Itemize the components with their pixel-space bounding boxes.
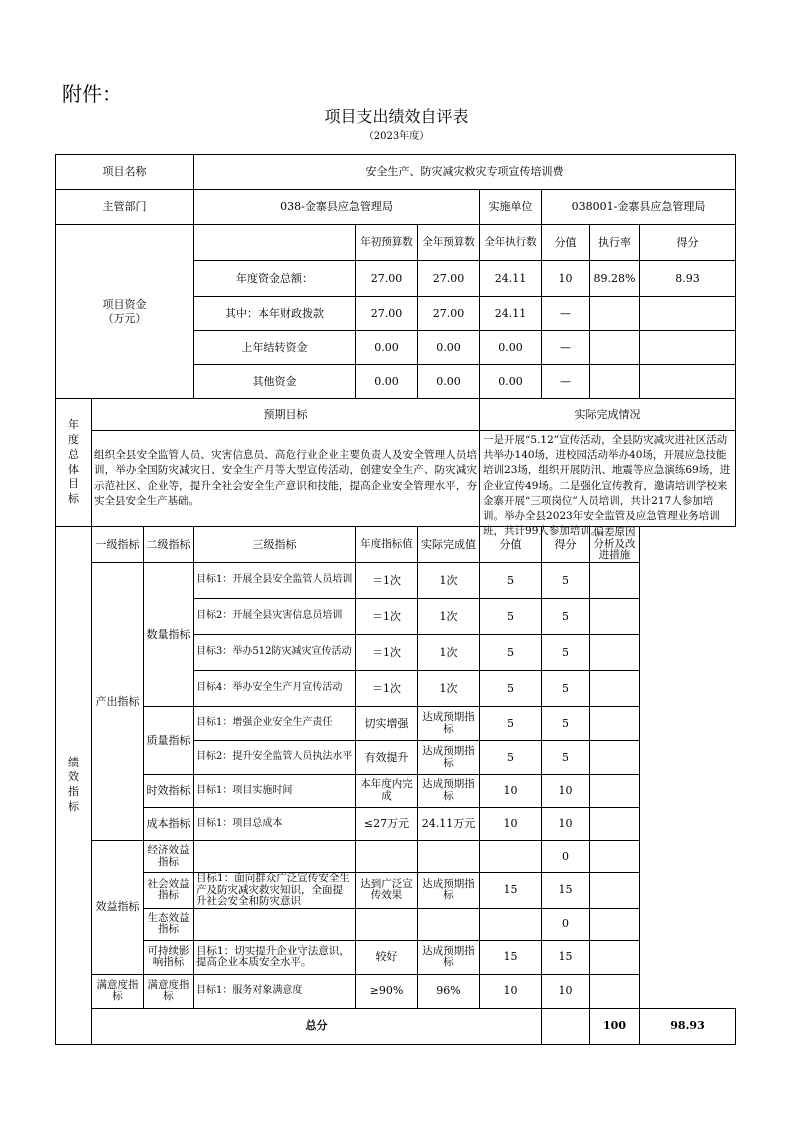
indicator-name: 目标1：切实提升企业守法意识，提高企业本质安全水平。: [194, 940, 356, 974]
funds-row-name: 上年结转资金: [194, 331, 356, 365]
funds-cell: 0.00: [480, 331, 542, 365]
perf-header: 年度指标值: [356, 527, 418, 563]
indicator-got: 15: [542, 873, 590, 909]
perf-label: 绩效指标: [56, 527, 92, 1045]
economic-label: 经济效益指标: [144, 841, 194, 873]
funds-cell: 27.00: [418, 261, 480, 297]
dept-label: 主管部门: [56, 190, 194, 225]
funds-header: 全年执行数: [480, 225, 542, 261]
indicator-actual: 达成预期指标: [418, 741, 480, 775]
indicator-name: 目标3：举办512防灾减灾宣传活动: [194, 635, 356, 671]
indicator-name: 目标1：项目实施时间: [194, 775, 356, 808]
indicator-notes: [590, 635, 640, 671]
indicator-got: 10: [542, 775, 590, 808]
indicator-notes: [590, 974, 640, 1008]
indicator-got: 15: [542, 940, 590, 974]
indicator-got: 5: [542, 635, 590, 671]
indicator-name: 目标1：项目总成本: [194, 808, 356, 841]
funds-header: 执行率: [590, 225, 640, 261]
indicator-name: [194, 908, 356, 940]
indicator-actual: 1次: [418, 599, 480, 635]
indicator-actual: 1次: [418, 671, 480, 707]
indicator-name: 目标1：面向群众广泛宣传安全生产及防灾减灾救灾知识，全面提升社会安全和防灾意识: [194, 873, 356, 909]
indicator-got: 5: [542, 741, 590, 775]
social-label: 社会效益指标: [144, 873, 194, 909]
funds-cell: —: [542, 331, 590, 365]
indicator-notes: [590, 671, 640, 707]
indicator-notes: [590, 940, 640, 974]
funds-cell: 89.28%: [590, 261, 640, 297]
indicator-actual: 达成预期指标: [418, 940, 480, 974]
indicator-actual: [418, 841, 480, 873]
funds-header: 分值: [542, 225, 590, 261]
indicator-score: 10: [480, 808, 542, 841]
indicator-target: ≤27万元: [356, 808, 418, 841]
indicator-score: 5: [480, 563, 542, 599]
indicator-name: [194, 841, 356, 873]
perf-header: 实际完成值: [418, 527, 480, 563]
indicator-notes: [590, 808, 640, 841]
benefit-label: 效益指标: [92, 841, 144, 975]
indicator-name: 目标2：提升安全监管人员执法水平: [194, 741, 356, 775]
indicator-notes: [590, 775, 640, 808]
indicator-score: 15: [480, 940, 542, 974]
indicator-score: 10: [480, 775, 542, 808]
indicator-score: 5: [480, 671, 542, 707]
indicator-got: 0: [542, 841, 590, 873]
indicator-got: 0: [542, 908, 590, 940]
funds-cell: 0.00: [480, 365, 542, 399]
perf-header: 一级指标: [92, 527, 144, 563]
indicator-name: 目标2：开展全县灾害信息员培训: [194, 599, 356, 635]
funds-cell: 0.00: [418, 331, 480, 365]
impl-label: 实施单位: [480, 190, 542, 225]
indicator-got: 5: [542, 707, 590, 741]
indicator-got: 10: [542, 808, 590, 841]
project-name-label: 项目名称: [56, 155, 194, 190]
funds-row-name: 年度资金总额：: [194, 261, 356, 297]
quality-label: 质量指标: [144, 707, 194, 775]
actual-goal-cell: [480, 431, 736, 538]
funds-label: 项目资金 （万元）: [56, 225, 194, 399]
indicator-actual: 达成预期指标: [418, 775, 480, 808]
funds-cell: —: [542, 297, 590, 331]
funds-cell: —: [542, 365, 590, 399]
indicator-score: 5: [480, 635, 542, 671]
funds-cell: 0.00: [356, 331, 418, 365]
satisfaction-label: 满意度指标: [92, 974, 144, 1008]
indicator-score: 15: [480, 873, 542, 909]
funds-empty-cell: [194, 225, 356, 261]
indicator-target: 有效提升: [356, 741, 418, 775]
indicator-target: 达到广泛宣传效果: [356, 873, 418, 909]
indicator-target: ＝1次: [356, 635, 418, 671]
funds-header: 年初预算数: [356, 225, 418, 261]
total-got: 98.93: [640, 1008, 736, 1044]
indicator-target: 切实增强: [356, 707, 418, 741]
satisfaction-sub-label: 满意度指标: [144, 974, 194, 1008]
attachment-label: 附件：: [62, 82, 122, 106]
sustainable-label: 可持续影响指标: [144, 940, 194, 974]
indicator-name: 目标4：举办安全生产月宣传活动: [194, 671, 356, 707]
goals-label: 年度总体目标: [56, 399, 92, 527]
cost-label: 成本指标: [144, 808, 194, 841]
funds-cell: 10: [542, 261, 590, 297]
impl-value: 038001-金寨县应急管理局: [542, 190, 736, 225]
indicator-name: 目标1：开展全县安全监管人员培训: [194, 563, 356, 599]
perf-header: 得分: [542, 527, 590, 563]
indicator-got: 5: [542, 563, 590, 599]
indicator-actual: 达成预期指标: [418, 873, 480, 909]
project-name: 安全生产、防灾减灾救灾专项宣传培训费: [194, 155, 736, 190]
indicator-actual: 1次: [418, 563, 480, 599]
evaluation-table: [55, 154, 736, 1045]
funds-header: 全年预算数: [418, 225, 480, 261]
indicator-target: 较好: [356, 940, 418, 974]
funds-cell: [640, 365, 736, 399]
total-empty-cell: [542, 1008, 590, 1044]
indicator-notes: [590, 563, 640, 599]
funds-cell: 24.11: [480, 297, 542, 331]
output-label: 产出指标: [92, 563, 144, 841]
funds-cell: [590, 365, 640, 399]
funds-cell: 0.00: [418, 365, 480, 399]
indicator-got: 10: [542, 974, 590, 1008]
funds-cell: [590, 297, 640, 331]
indicator-target: ＝1次: [356, 671, 418, 707]
page-title: 项目支出绩效自评表: [324, 107, 469, 126]
funds-cell: 27.00: [418, 297, 480, 331]
actual-goal-text: 一是开展“5.12”宣传活动，全县防灾减灾进社区活动共举办140场，进校园活动举办40场，开展应急技能培训23场，组织开展防汛、地震等应急演练69场，进企业宣传49场。二是强化宣传教育，邀请培训学校来金寨开展“三项岗位”人员培训，共计217人参加培训。举办全县2023年安全监管及应急管理业务培训班，共计99人参加培训。: [483, 434, 731, 538]
indicator-actual: 1次: [418, 635, 480, 671]
indicator-score: [480, 841, 542, 873]
dept-value: 038-金寨县应急管理局: [194, 190, 480, 225]
indicator-target: [356, 841, 418, 873]
indicator-target: ≥90%: [356, 974, 418, 1008]
funds-cell: [590, 331, 640, 365]
indicator-name: 目标1：服务对象满意度: [194, 974, 356, 1008]
funds-row-name: 其他资金: [194, 365, 356, 399]
indicator-score: [480, 908, 542, 940]
year-label: （2023年度）: [363, 131, 430, 142]
indicator-notes: [590, 741, 640, 775]
indicator-target: ＝1次: [356, 563, 418, 599]
timeliness-label: 时效指标: [144, 775, 194, 808]
indicator-actual: [418, 908, 480, 940]
indicator-score: 5: [480, 741, 542, 775]
ecological-label: 生态效益指标: [144, 908, 194, 940]
funds-cell: [640, 297, 736, 331]
indicator-got: 5: [542, 599, 590, 635]
expected-goal-label: 预期目标: [92, 399, 480, 431]
indicator-target: [356, 908, 418, 940]
indicator-actual: 达成预期指标: [418, 707, 480, 741]
perf-header: 三级指标: [194, 527, 356, 563]
indicator-actual: 96%: [418, 974, 480, 1008]
indicator-got: 5: [542, 671, 590, 707]
actual-goal-label: 实际完成情况: [480, 399, 736, 431]
indicator-notes: [590, 908, 640, 940]
funds-cell: 27.00: [356, 261, 418, 297]
total-label: 总分: [92, 1008, 542, 1044]
indicator-target: 本年度内完成: [356, 775, 418, 808]
indicator-target: ＝1次: [356, 599, 418, 635]
perf-header: 二级指标: [144, 527, 194, 563]
expected-goal-text: 组织全县安全监管人员、灾害信息员、高危行业企业主要负责人及安全管理人员培训，举办全国防灾减灾日、安全生产月等大型宣传活动，创建安全生产、防灾减灾示范社区、企业等，提升全社会安全生产意识和技能，提高企业安全管理水平，夯实全县安全生产基础。: [92, 431, 480, 527]
funds-cell: 0.00: [356, 365, 418, 399]
indicator-actual: 24.11万元: [418, 808, 480, 841]
indicator-name: 目标1：增强企业安全生产责任: [194, 707, 356, 741]
funds-cell: 27.00: [356, 297, 418, 331]
indicator-notes: [590, 599, 640, 635]
quantity-label: 数量指标: [144, 563, 194, 707]
indicator-notes: [590, 707, 640, 741]
indicator-score: 5: [480, 707, 542, 741]
funds-cell: 8.93: [640, 261, 736, 297]
indicator-notes: [590, 841, 640, 873]
funds-row-name: 其中：本年财政拨款: [194, 297, 356, 331]
indicator-score: 10: [480, 974, 542, 1008]
total-score: 100: [590, 1008, 640, 1044]
funds-cell: 24.11: [480, 261, 542, 297]
funds-header: 得分: [640, 225, 736, 261]
funds-cell: [640, 331, 736, 365]
indicator-score: 5: [480, 599, 542, 635]
perf-header: 偏差原因分析及改进措施: [590, 527, 640, 563]
indicator-notes: [590, 873, 640, 909]
perf-header: 分值: [480, 527, 542, 563]
